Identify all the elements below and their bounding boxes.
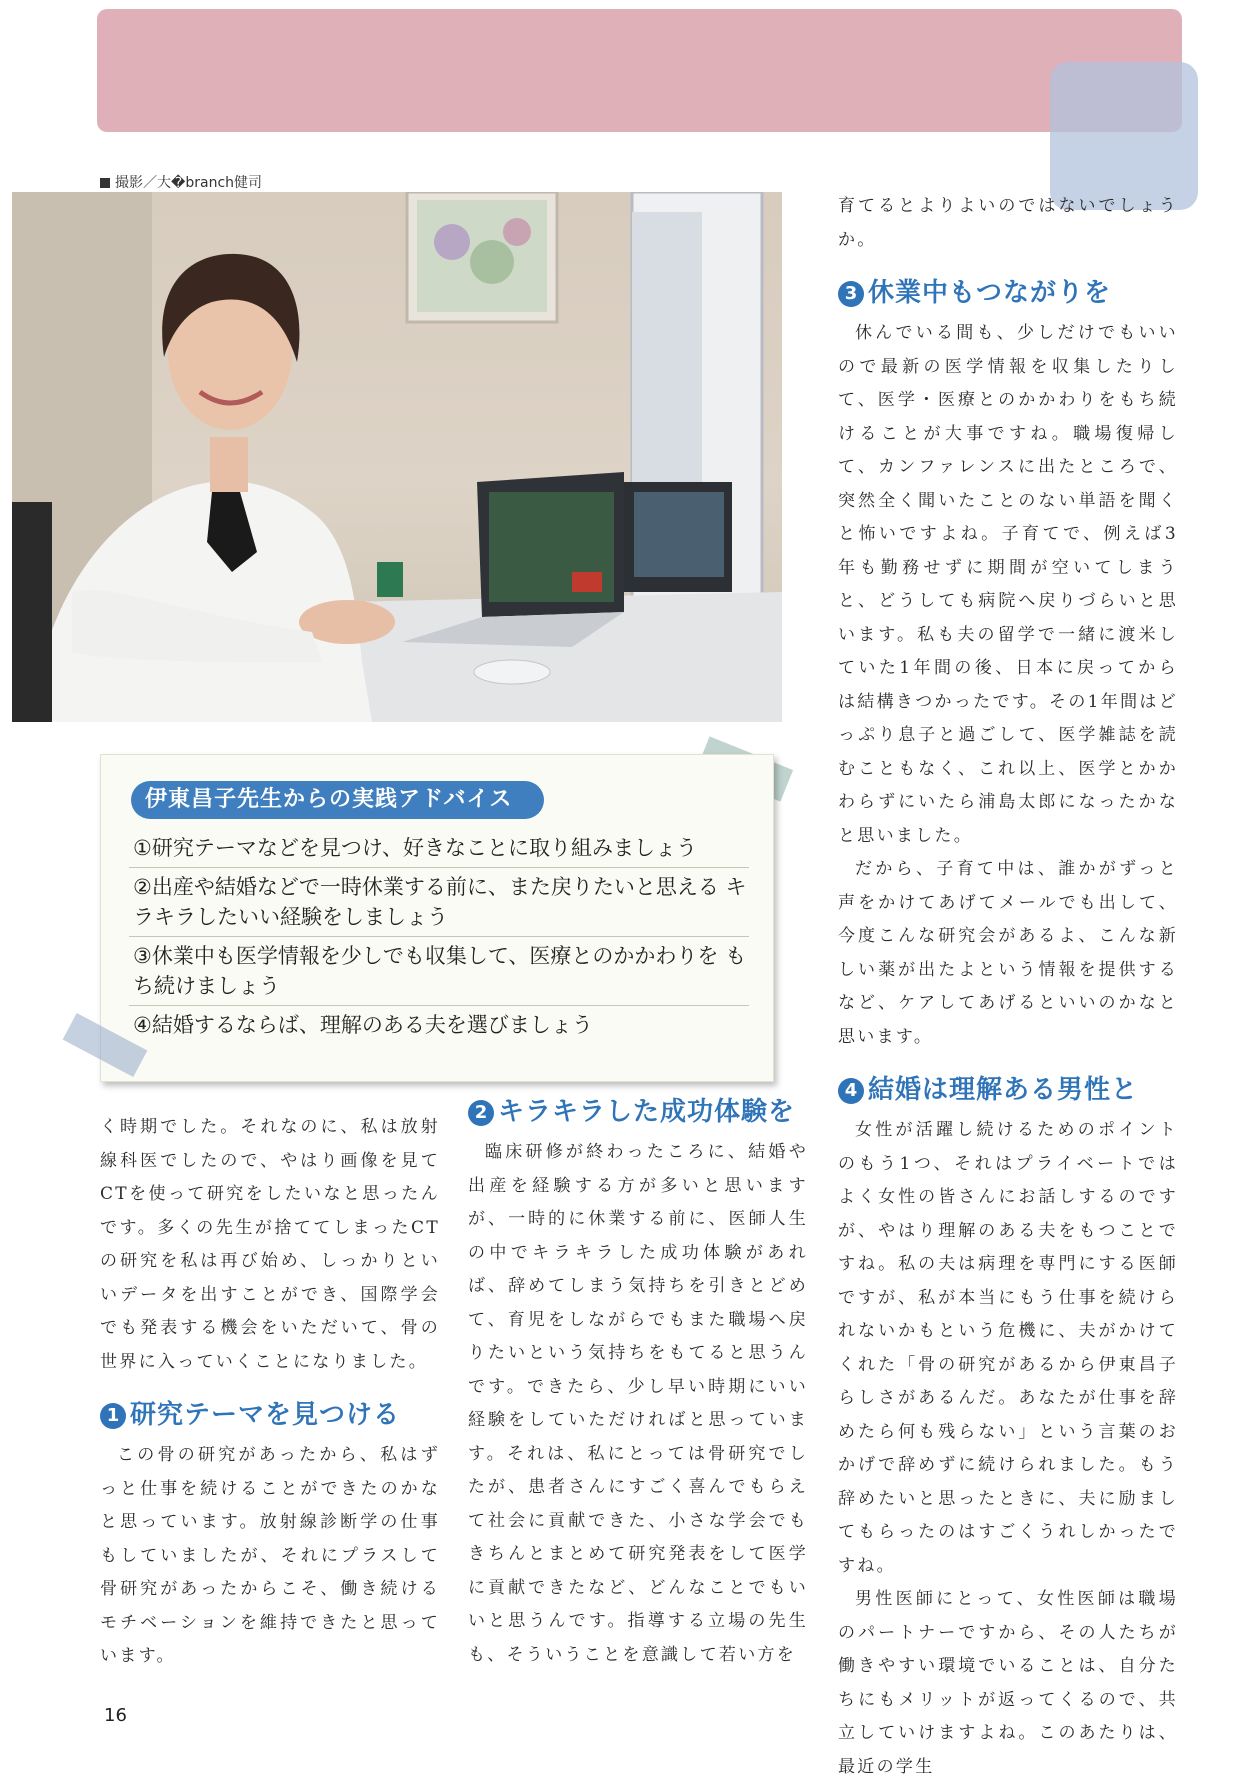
body-paragraph: 男性医師にとって、女性医師は職場のパートナーですから、その人たちが働きやすい環境でいることは、自分たちにもメリットが返ってくるので、共立していけますよね。このあたりは、最近の学生 bbox=[838, 1589, 1178, 1777]
section-heading-text: キラキラした成功体験を bbox=[498, 1097, 796, 1127]
advice-item: ④結婚するならば、理解のある夫を選びましょう bbox=[133, 1013, 593, 1037]
body-paragraph: この骨の研究があったから、私はずっと仕事を続けることができたのかなと思っています。放射線診断学の仕事もしていましたが、それにプラスして骨研究があったからこそ、働き続けるモチベーションを維持できたと思っています。 bbox=[100, 1445, 440, 1666]
section-heading-text: 研究テーマを見つける bbox=[130, 1400, 401, 1430]
advice-list bbox=[129, 829, 749, 1044]
section-number-badge: 4 bbox=[838, 1078, 864, 1104]
section-number-badge: 2 bbox=[468, 1100, 494, 1126]
section-number-badge: 3 bbox=[838, 281, 864, 307]
decorative-square bbox=[1050, 62, 1198, 210]
portrait-illustration bbox=[12, 192, 782, 722]
section-heading bbox=[838, 275, 1178, 311]
square-bullet-icon bbox=[100, 178, 110, 188]
section-heading bbox=[100, 1397, 440, 1433]
section-heading bbox=[468, 1094, 808, 1130]
header-banner bbox=[97, 9, 1182, 132]
advice-title: 伊東昌子先生からの実践アドバイス bbox=[131, 781, 544, 819]
body-paragraph: だから、子育て中は、誰かがずっと声をかけてあげてメールでも出して、今度こんな研究会があるよ、こんな新しい薬が出たよという情報を提供するなど、ケアしてあげるといいのかなと思います。 bbox=[838, 859, 1178, 1047]
page-number: 16 bbox=[104, 1705, 127, 1726]
text-column-2 bbox=[468, 1094, 808, 1672]
advice-box bbox=[100, 754, 774, 1082]
section-heading bbox=[838, 1072, 1178, 1108]
photo-credit bbox=[100, 172, 262, 192]
section-heading-text: 結婚は理解ある男性と bbox=[868, 1075, 1139, 1105]
photo-credit-text: 撮影／大�branch健司 bbox=[115, 175, 263, 191]
body-paragraph: 休んでいる間も、少しだけでもいいので最新の医学情報を収集したりして、医学・医療とのかかわりをもち続けることが大事ですね。職場復帰して、カンファレンスに出たところで、突然全く聞いたことのない単語を聞くと怖いですよね。子育てで、例えば3年も勤務せずに期間が空いてしまうと、どうしても病院へ戻りづらいと思います。私も夫の留学で一緒に渡米していた1年間の後、日本に戻ってからは結構きつかったです。その1年間はどっぷり息子と過ごして、医学雑誌を読むこともなく、これ以上、医学とかかわらずにいたら浦島太郎になったかなと思いました。 bbox=[838, 323, 1178, 846]
section-number-badge: 1 bbox=[100, 1403, 126, 1429]
body-paragraph: 育てるとよりよいのではないでしょうか。 bbox=[838, 196, 1178, 250]
body-paragraph: 臨床研修が終わったころに、結婚や出産を経験する方が多いと思いますが、一時的に休業する前に、医師人生の中でキラキラした成功体験があれば、辞めてしまう気持ちを引きとどめて、育児をしながらでもまた職場へ戻りたいという気持ちをもてると思うんです。できたら、少し早い時期にいい経験をしていただければと思っています。それは、私にとっては骨研究でしたが、患者さんにすごく喜んでもらえて社会に貢献できた、小さな学会でもきちんとまとめて研究発表をして医学に貢献できたなど、どんなことでもいいと思うんです。指導する立場の先生も、そういうことを意識して若い方を bbox=[468, 1142, 808, 1665]
advice-item: ③休業中も医学情報を少しでも収集して、医療とのかかわりを もち続けましょう bbox=[129, 937, 749, 1006]
advice-item: ②出産や結婚などで一時休業する前に、また戻りたいと思える キラキラしたいい経験をしましょう bbox=[129, 868, 749, 937]
body-paragraph: く時期でした。それなのに、私は放射線科医でしたので、やはり画像を見てCTを使って研究をしたいなと思ったんです。多くの先生が捨ててしまったCTの研究を私は再び始め、しっかりといいデータを出すことができ、国際学会でも発表する機会をいただいて、骨の世界に入っていくことになりました。 bbox=[100, 1117, 440, 1372]
portrait-photo bbox=[12, 192, 782, 722]
text-column-3 bbox=[838, 190, 1178, 1784]
advice-item: ①研究テーマなどを見つけ、好きなことに取り組みましょう bbox=[129, 829, 749, 868]
body-paragraph: 女性が活躍し続けるためのポイントのもう1つ、それはプライベートではよく女性の皆さんにお話しするのですが、やはり理解のある夫をもつことですね。私の夫は病理を専門にする医師ですが、私が本当にもう仕事を続けられないかもという危機に、夫がかけてくれた「骨の研究があるから伊東昌子らしさがあるんだ。あなたが仕事を辞めたら何も残らない」という言葉のおかげで辞めずに続けられました。もう辞めたいと思ったときに、夫に励ましてもらったのはすごくうれしかったですね。 bbox=[838, 1120, 1178, 1576]
text-column-1 bbox=[100, 1111, 440, 1674]
section-heading-text: 休業中もつながりを bbox=[868, 278, 1112, 308]
